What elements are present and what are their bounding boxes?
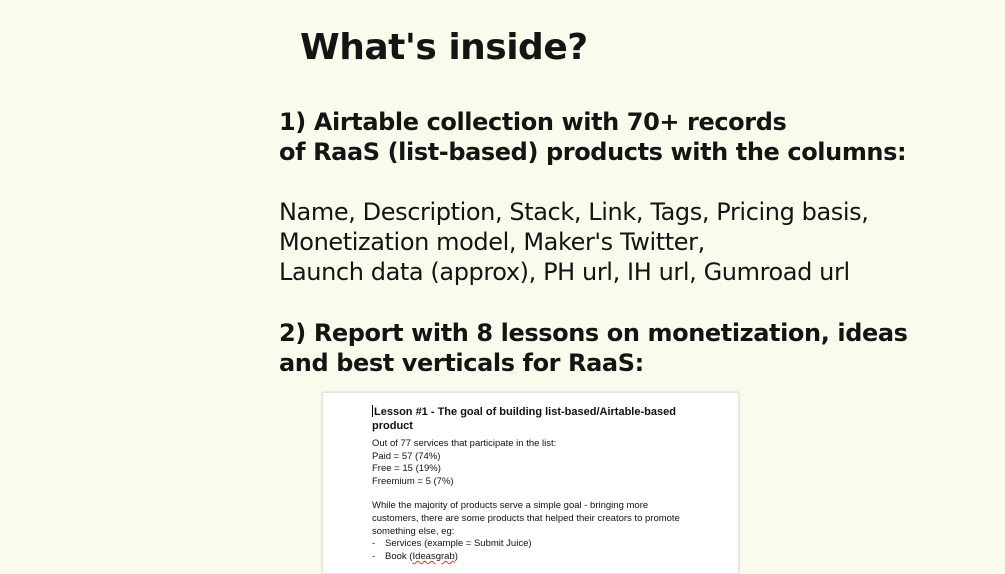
- list-item-prefix: Book (: [385, 550, 413, 562]
- lesson-heading-line: Lesson #1 - The goal of building list-based/Airtable-based: [374, 406, 676, 418]
- list-dash: -: [372, 538, 376, 550]
- section-2-heading-line: 2) Report with 8 lessons on monetization, ideas: [279, 319, 908, 347]
- section-1-heading-line: 1) Airtable collection with 70+ records: [279, 108, 787, 136]
- document-content: [372, 405, 712, 563]
- list-item-suffix: ): [454, 550, 458, 562]
- paragraph-line: While the majority of products serve a simple goal - bringing more: [372, 500, 649, 512]
- section-1-heading: [279, 107, 906, 167]
- examples-list: [372, 538, 712, 563]
- list-dash: -: [372, 550, 376, 562]
- paragraph-line: something else, eg:: [372, 525, 455, 537]
- columns-line: Launch data (approx), PH url, IH url, Gumroad url: [279, 258, 850, 286]
- section-2-heading: [279, 318, 908, 378]
- stats-line: Freemium = 5 (7%): [372, 475, 454, 487]
- section-2-heading-line: and best verticals for RaaS:: [279, 349, 644, 377]
- list-item-text: Services (example = Submit Juice): [385, 538, 532, 550]
- stats-line: Paid = 57 (74%): [372, 450, 441, 462]
- stats-line: Free = 15 (19%): [372, 463, 441, 475]
- text-cursor: [372, 405, 373, 417]
- columns-line: Monetization model, Maker's Twitter,: [279, 228, 705, 256]
- section-1-columns: [279, 197, 868, 287]
- list-item: [372, 551, 712, 564]
- stats-line: Out of 77 services that participate in the list:: [372, 438, 557, 449]
- lesson-heading: [372, 405, 712, 433]
- document-preview: [322, 392, 739, 574]
- section-1-heading-line: of RaaS (list-based) products with the columns:: [279, 138, 907, 166]
- columns-line: Name, Description, Stack, Link, Tags, Pricing basis,: [279, 198, 869, 226]
- page-title: What's inside?: [300, 27, 588, 68]
- list-item: [372, 538, 712, 551]
- lesson-heading-line: product: [372, 420, 413, 432]
- ideasgrab-link[interactable]: Ideasgrab: [412, 550, 455, 562]
- paragraph-line: customers, there are some products that helped their creators to promote: [372, 512, 680, 524]
